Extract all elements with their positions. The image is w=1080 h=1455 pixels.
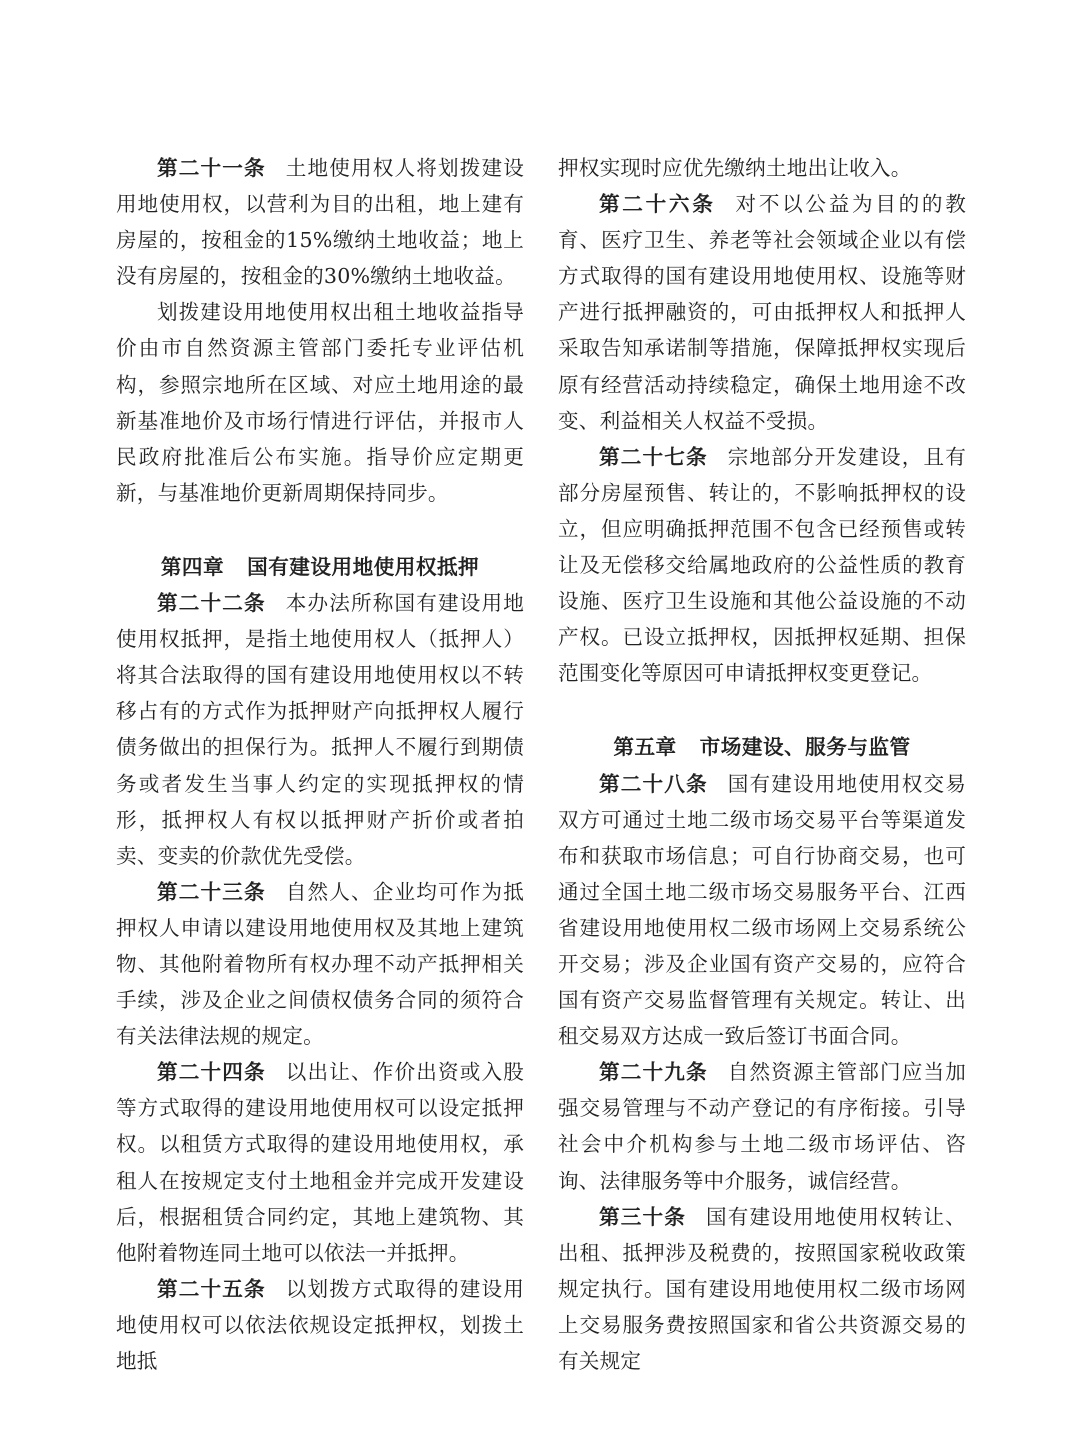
article-text: 国有建设用地使用权交易双方可通过土地二级市场交易平台等渠道发布和获取市场信息；可自行协商交易，也可通过全国土地二级市场交易服务平台、江西省建设用地使用权二级市场网上交易系统公开交易；涉及企业国有资产交易的，应符合国有资产交易监督管理有关规定。转让、出租交易双方达成一致后签订书面合同。 xyxy=(558,771,966,1049)
chapter-label: 第五章 xyxy=(613,735,677,760)
right-column xyxy=(558,150,966,1379)
article-text: 对不以公益为目的的教育、医疗卫生、养老等社会领域企业以有偿方式取得的国有建设用地使用权、设施等财产进行抵押融资的，可由抵押权人和抵押人采取告知承诺制等措施，保障抵押权实现后原有经营活动持续稳定，确保土地用途不改变、利益相关人权益不受损。 xyxy=(558,192,967,433)
article-label: 第二十四条 xyxy=(157,1060,266,1085)
chapter-label: 第四章 xyxy=(160,554,225,579)
article-text: 本办法所称国有建设用地使用权抵押，是指土地使用权人（抵押人）将其合法取得的国有建设用地使用权以不转移占有的方式作为抵押财产向抵押权人履行债务做出的担保行为。抵押人不履行到期债务或者发生当事人约定的实现抵押权的情形，抵押权人有权以抵押财产折价或者拍卖、变卖的价款优先受偿。 xyxy=(116,591,524,868)
article-label: 第二十九条 xyxy=(599,1060,708,1085)
article-text: 以出让、作价出资或入股等方式取得的建设用地使用权可以设定抵押权。以租赁方式取得的建设用地使用权，承租人在按规定支付土地租金并完成开发建设后，根据租赁合同约定，其地上建筑物、其他附着物连同土地可以依法一并抵押。 xyxy=(116,1060,524,1265)
article-25 xyxy=(116,1271,524,1379)
article-text: 自然资源主管部门应当加强交易管理与不动产登记的有序衔接。引导社会中介机构参与土地二级市场评估、咨询、法律服务等中介服务，诚信经营。 xyxy=(558,1060,966,1193)
article-26 xyxy=(558,186,966,439)
chapter-title: 国有建设用地使用权抵押 xyxy=(247,554,480,579)
article-text: 自然人、企业均可作为抵押权人申请以建设用地使用权及其地上建筑物、其他附着物所有权办理不动产抵押相关手续，涉及企业之间债权债务合同的须符合有关法律法规的规定。 xyxy=(116,879,524,1049)
article-label: 第二十八条 xyxy=(599,771,708,796)
article-label: 第二十二条 xyxy=(157,591,266,616)
article-21-paragraph-2: 划拨建设用地使用权出租土地收益指导价由市自然资源主管部门委托专业评估机构，参照宗地所在区域、对应土地用途的最新基准地价及市场行情进行评估，并报市人民政府批准后公布实施。指导价应定期更新，与基准地价更新周期保持同步。 xyxy=(116,300,524,505)
article-25-continued: 押权实现时应优先缴纳土地出让收入。 xyxy=(558,156,912,180)
chapter-heading xyxy=(558,729,966,765)
article-28 xyxy=(558,766,966,1055)
chapter-title: 市场建设、服务与监管 xyxy=(699,735,911,760)
article-21 xyxy=(116,150,524,294)
article-label: 第二十七条 xyxy=(599,444,708,469)
article-label: 第二十三条 xyxy=(157,879,266,904)
article-30 xyxy=(558,1199,966,1379)
article-label: 第二十一条 xyxy=(157,156,266,180)
left-column xyxy=(116,150,524,1379)
chapter-heading xyxy=(116,549,524,585)
article-text: 国有建设用地使用权转让、出租、抵押涉及税费的，按照国家税收政策规定执行。国有建设用地使用权二级市场网上交易服务费按照国家和省公共资源交易的有关规定 xyxy=(558,1204,966,1373)
article-text: 宗地部分开发建设，且有部分房屋预售、转让的，不影响抵押权的设立，但应明确抵押范围不包含已经预售或转让及无偿移交给属地政府的公益性质的教育设施、医疗卫生设施和其他公益设施的不动产权。已设立抵押权，因抵押权延期、担保范围变化等原因可申请抵押权变更登记。 xyxy=(558,444,966,686)
article-23 xyxy=(116,874,524,1054)
article-22 xyxy=(116,585,524,874)
article-27 xyxy=(558,439,966,692)
article-text: 土地使用权人将划拨建设用地使用权，以营利为目的出租，地上建有房屋的，按租金的15%缴纳土地收益；地上没有房屋的，按租金的30%缴纳土地收益。 xyxy=(116,156,524,289)
article-29 xyxy=(558,1054,966,1198)
article-label: 第二十六条 xyxy=(599,192,716,217)
article-label: 第三十条 xyxy=(599,1204,686,1229)
article-24 xyxy=(116,1054,524,1271)
article-text: 以划拨方式取得的建设用地使用权可以依法依规设定抵押权，划拨土地抵 xyxy=(116,1276,524,1373)
article-label: 第二十五条 xyxy=(157,1276,266,1301)
